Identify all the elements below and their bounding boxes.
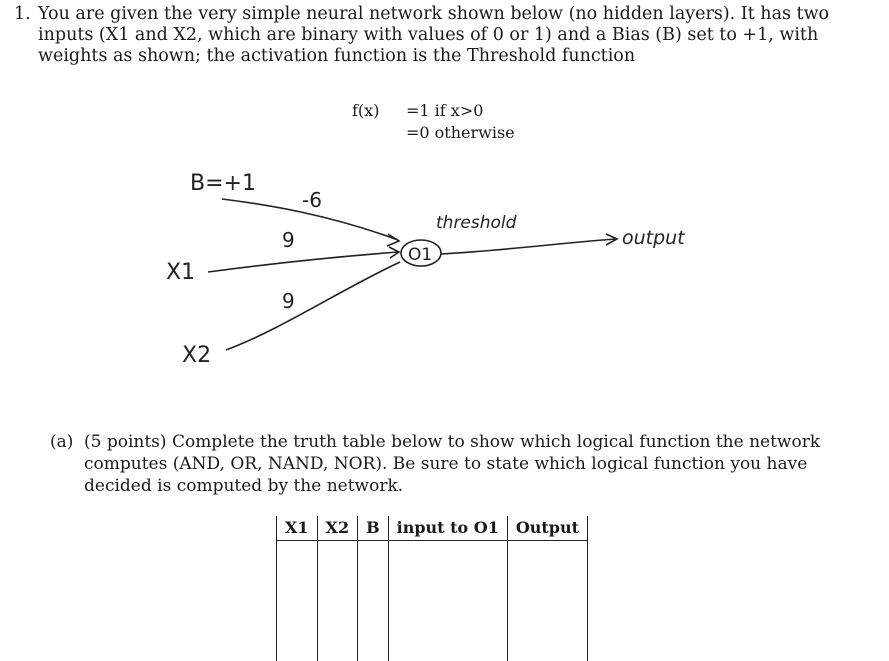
activation-case-1: =1 if x>0 [406,100,483,122]
cell-x1[interactable] [277,541,318,661]
activation-case-2: =0 otherwise [406,122,515,144]
node-label: O1 [408,245,432,265]
x1-connection [208,252,398,272]
weight-bias: -6 [302,188,322,212]
bias-arrowhead [387,234,399,246]
x1-label: X1 [166,260,195,285]
bias-label: B=+1 [190,171,256,196]
header-output: Output [507,516,587,541]
header-x2: X2 [317,516,358,541]
question-text: You are given the very simple neural network shown below (no hidden layers). It has two inputs (X1 and X2, which are binary with values of 0 or 1) and a Bias (B) set to +1, with weights as shown; the activation function is the Threshold function [38,4,874,67]
part-a-text: (5 points) Complete the truth table below to show which logical function the network computes (AND, OR, NAND, NOR). Be sure to state which logical function you have decided is computed by the network. [84,431,840,497]
part-a-tag: (a) [50,431,73,453]
activation-label: f(x) [352,100,400,122]
cell-input-to-o1[interactable] [388,541,507,661]
x2-label: X2 [182,343,211,368]
output-label: output [622,227,686,249]
x2-connection [226,262,400,350]
cell-output[interactable] [507,541,587,661]
weight-x1: 9 [282,228,295,252]
header-b: B [358,516,389,541]
truth-table [276,516,588,661]
weight-x2: 9 [282,289,295,313]
header-input-to-o1: input to O1 [388,516,507,541]
truth-table-header-row [277,516,588,541]
cell-x2[interactable] [317,541,358,661]
cell-b[interactable] [358,541,389,661]
part-a [50,431,840,497]
truth-table-body-row [277,541,588,661]
header-x1: X1 [277,516,318,541]
threshold-label: threshold [436,213,517,233]
output-connection [441,239,616,254]
question-number: 1. [14,4,31,25]
